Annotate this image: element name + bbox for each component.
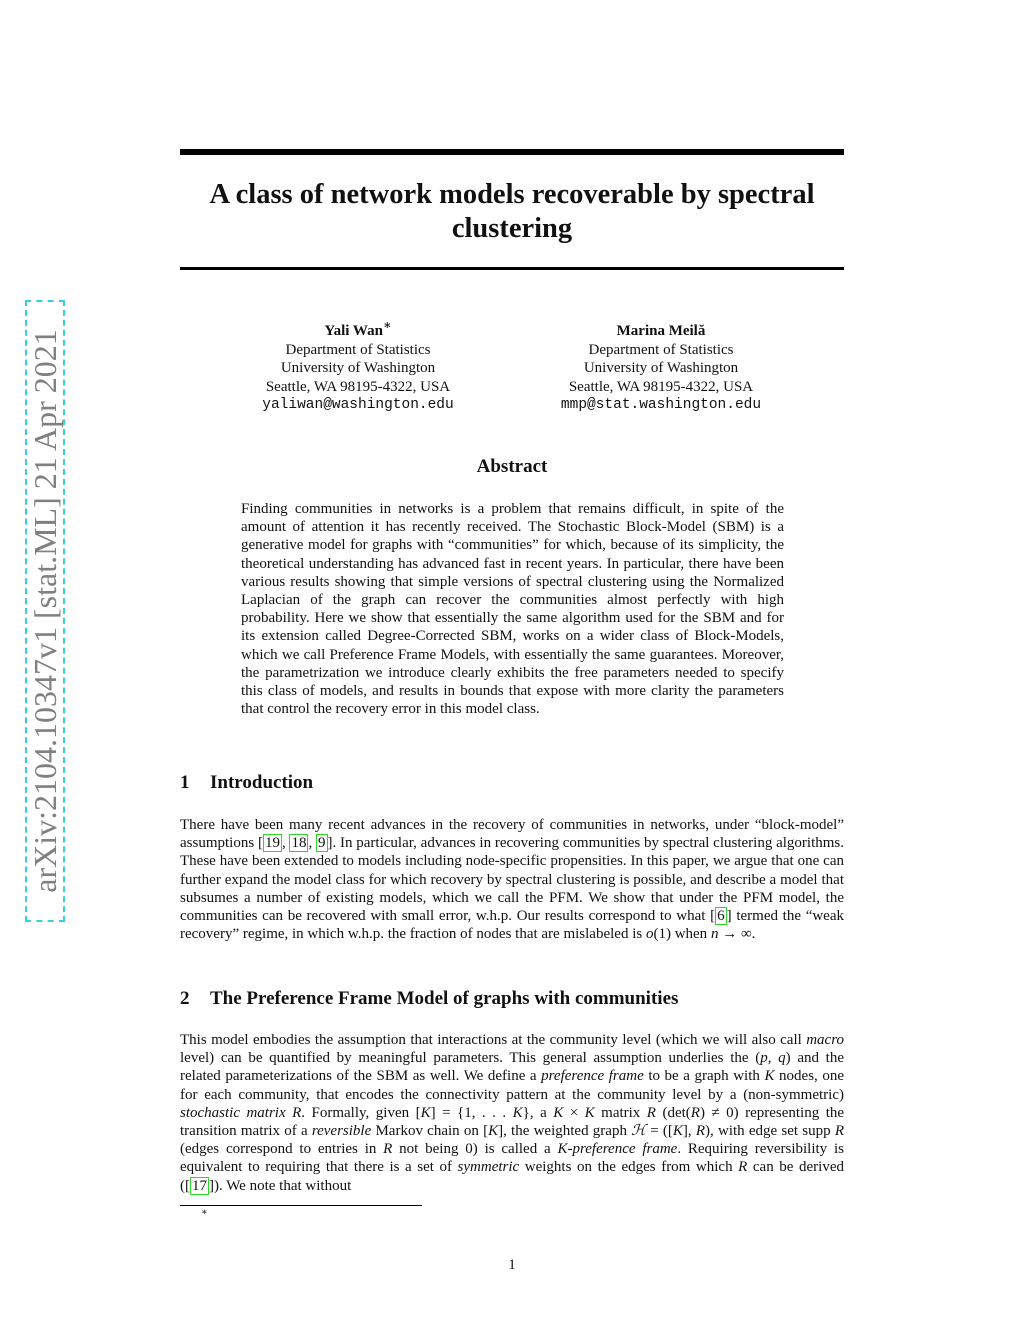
abstract-heading: Abstract (476, 456, 548, 477)
author-university: University of Washington (280, 360, 436, 376)
preference-frame-paragraph: This model embodies the assumption that interactions at the community level (which we will also call macro level) can be quantified by meaningful parameters. This general assumption underlies the (p, q) and the related parameterizations of the SBM as well. We define a preference frame to be a graph with K nodes, one for each community, that encodes the connectivity pattern at the community level by a (non-symmetric) stochastic matrix R. Formally, given [K] = {1, . . . K}, a K × K matrix R (det(R) ≠ 0) representing the transition matrix of a reversible Markov chain on [K], the weighted graph ℋ = ([K], R), with edge set supp R (edges correspond to entries in R not being 0) is called a K-preference frame. Requiring reversibility is equivalent to requiring that there is a set of symmetric weights on the edges from which R can be derived ([ 17 ]). We note that without (180, 1032, 845, 1194)
author-address: Seattle, WA 98195-4322, USA (568, 378, 754, 395)
section-number: 1 (180, 772, 190, 793)
author-address: Seattle, WA 98195-4322, USA (265, 378, 451, 395)
author-block-2 (511, 316, 811, 415)
author-name: Yali Wan∗ (324, 318, 392, 339)
section-title: The Preference Frame Model of graphs with communities (210, 988, 679, 1009)
page-number: 1 (508, 1257, 516, 1273)
footnote-rule (180, 1205, 422, 1206)
author-university: University of Washington (583, 360, 739, 376)
author-block-1 (208, 316, 508, 415)
citation-link[interactable]: 19 (264, 835, 280, 852)
abstract-text: Finding communities in networks is a problem that remains difficult, in spite of the amount of attention it has recently received. The Stochastic Block-Model (SBM) is a generative model for graphs with “communities” for which, because of its simplicity, the theoretical understanding has advanced fast in recent years. In particular, there have been various results showing that simple versions of spectral clustering using the Normalized Laplacian of the graph can recover the communities almost perfectly with high probability. Here we show that essentially the same algorithm used for the SBM and for its extension called Degree-Corrected SBM, works on a wider class of Block-Models, which we call Preference Frame Models, with essentially the same guarantees. Moreover, the parametrization we introduce clearly exhibits the free parameters needed to specify this class of models, and results in bounds that expose with more clarity the parameters that control the recovery error in this model class. (241, 501, 784, 718)
introduction-paragraph: There have been many recent advances in the recovery of communities in networks, under “block-model” assumptions [ 19 , 18 , 9 ]. In particular, advances in recovering communities by spectral clustering algorithms. These have been extended to models including node-specific propensities. In this paper, we argue that one can further expand the model class for which recovery by spectral clustering is possible, and describe a model that subsumes a number of existing models, which we call the PFM. We show that under the PFM model, the communities can be recovered with small error, w.h.p. Our results correspond to what [ 6 ] termed the “weak recovery” regime, in which w.h.p. the fraction of nodes that are mislabeled is o(1) when n → ∞. (180, 817, 845, 943)
paper-title: A class of network models recoverable by spectral clustering (209, 179, 815, 244)
author-department: Department of Statistics (588, 341, 734, 358)
citation-link[interactable]: 6 (717, 908, 725, 925)
footnote-mark: ∗ (201, 1207, 208, 1218)
footnote-ref[interactable]: ∗ (382, 318, 392, 332)
author-email[interactable]: yaliwan@washington.edu (262, 397, 454, 413)
title-bottom-rule (180, 267, 844, 270)
title-top-rule (180, 149, 844, 155)
section-heading-preference-frame-model (180, 988, 678, 1010)
author-name: Marina Meilă (616, 323, 706, 339)
citation-link[interactable]: 18 (291, 835, 307, 852)
citation-link[interactable]: 17 (192, 1177, 207, 1194)
author-email[interactable]: mmp@stat.washington.edu (560, 397, 762, 413)
section-title: Introduction (210, 772, 314, 793)
section-heading-introduction (180, 772, 313, 794)
section-number: 2 (180, 988, 190, 1009)
author-department: Department of Statistics (285, 341, 431, 358)
citation-link[interactable]: 9 (318, 835, 326, 852)
arxiv-stamp[interactable] (25, 300, 65, 922)
arxiv-identifier: arXiv:2104.10347v1 [stat.ML] 21 Apr 2021 (27, 329, 63, 893)
